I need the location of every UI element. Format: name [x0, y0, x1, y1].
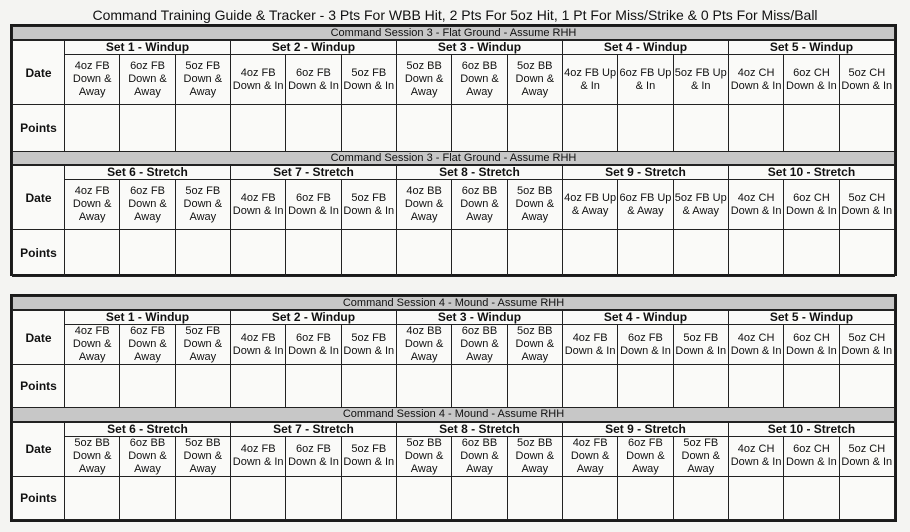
- session-banner: Command Session 3 - Flat Ground - Assume RHH: [13, 27, 895, 41]
- pitch-cell: 6oz FB Down & Away: [120, 180, 175, 230]
- points-entry-cell[interactable]: [507, 476, 562, 519]
- pitch-cell: 6oz FB Down & In: [618, 325, 673, 365]
- pitch-cell: 4oz CH Down & In: [728, 325, 783, 365]
- pitch-cell: 4oz FB Down & Away: [65, 55, 120, 105]
- pitch-cell: 5oz FB Up & Away: [673, 180, 728, 230]
- points-entry-cell[interactable]: [839, 230, 894, 277]
- points-entry-cell[interactable]: [396, 365, 451, 408]
- points-entry-cell[interactable]: [286, 230, 341, 277]
- set-header: Set 5 - Windup: [728, 40, 894, 55]
- points-entry-cell[interactable]: [618, 365, 673, 408]
- set-header: Set 10 - Stretch: [728, 165, 894, 180]
- pitch-cell: 4oz FB Down & In: [562, 325, 617, 365]
- set-header: Set 1 - Windup: [65, 40, 231, 55]
- set-header: Set 2 - Windup: [230, 310, 396, 325]
- points-entry-cell[interactable]: [562, 365, 617, 408]
- pitch-cell: 4oz FB Down & In: [230, 180, 285, 230]
- points-entry-cell[interactable]: [452, 105, 507, 152]
- pitch-cell: 4oz FB Down & Away: [65, 180, 120, 230]
- points-entry-cell[interactable]: [230, 230, 285, 277]
- points-entry-cell[interactable]: [452, 365, 507, 408]
- session-4-panel: [10, 294, 897, 522]
- pitch-cell: 5oz CH Down & In: [839, 325, 894, 365]
- pitch-cell: 4oz BB Down & Away: [396, 180, 451, 230]
- points-entry-cell[interactable]: [562, 230, 617, 277]
- points-entry-cell[interactable]: [396, 105, 451, 152]
- pitch-cell: 5oz BB Down & Away: [396, 436, 451, 476]
- pitch-cell: 6oz BB Down & Away: [452, 180, 507, 230]
- pitch-cell: 4oz BB Down & Away: [396, 325, 451, 365]
- set-header: Set 4 - Windup: [562, 40, 728, 55]
- points-entry-cell[interactable]: [562, 105, 617, 152]
- pitch-cell: 4oz CH Down & In: [728, 180, 783, 230]
- points-entry-cell[interactable]: [728, 476, 783, 519]
- points-entry-cell[interactable]: [673, 476, 728, 519]
- pitch-cell: 6oz FB Down & In: [286, 180, 341, 230]
- pitch-cell: 5oz CH Down & In: [839, 436, 894, 476]
- set-header: Set 9 - Stretch: [562, 165, 728, 180]
- pitch-cell: 4oz CH Down & In: [728, 55, 783, 105]
- points-entry-cell[interactable]: [618, 105, 673, 152]
- pitch-cell: 5oz FB Down & Away: [175, 180, 230, 230]
- pitch-cell: 6oz FB Down & Away: [120, 55, 175, 105]
- set-header: Set 6 - Stretch: [65, 165, 231, 180]
- pitch-cell: 4oz FB Down & Away: [65, 325, 120, 365]
- points-entry-cell[interactable]: [175, 365, 230, 408]
- points-entry-cell[interactable]: [65, 105, 120, 152]
- points-entry-cell[interactable]: [120, 105, 175, 152]
- set-header: Set 9 - Stretch: [562, 422, 728, 437]
- points-entry-cell[interactable]: [618, 476, 673, 519]
- pitch-cell: 5oz FB Down & In: [341, 325, 396, 365]
- points-entry-cell[interactable]: [286, 476, 341, 519]
- points-entry-cell[interactable]: [728, 230, 783, 277]
- pitch-cell: 6oz FB Down & In: [286, 436, 341, 476]
- points-row-label: Points: [13, 365, 65, 408]
- pitch-cell: 5oz FB Up & In: [673, 55, 728, 105]
- points-entry-cell[interactable]: [673, 230, 728, 277]
- set-header: Set 7 - Stretch: [230, 165, 396, 180]
- page-title: Command Training Guide & Tracker - 3 Pts For WBB Hit, 2 Pts For 5oz Hit, 1 Pt For Miss/Strike & 0 Pts For Miss/Ball: [92, 7, 818, 23]
- points-entry-cell[interactable]: [507, 230, 562, 277]
- date-row-label: Date: [13, 422, 65, 477]
- points-entry-cell[interactable]: [120, 230, 175, 277]
- pitch-cell: 4oz FB Up & In: [562, 55, 617, 105]
- session-banner: Command Session 4 - Mound - Assume RHH: [13, 408, 895, 422]
- pitch-cell: 5oz BB Down & Away: [507, 325, 562, 365]
- points-entry-cell[interactable]: [839, 105, 894, 152]
- points-entry-cell[interactable]: [120, 365, 175, 408]
- points-entry-cell[interactable]: [728, 365, 783, 408]
- pitch-cell: 5oz FB Down & Away: [175, 325, 230, 365]
- points-entry-cell[interactable]: [65, 476, 120, 519]
- points-entry-cell[interactable]: [452, 230, 507, 277]
- pitch-cell: 5oz CH Down & In: [839, 55, 894, 105]
- points-entry-cell[interactable]: [286, 365, 341, 408]
- session-banner: Command Session 4 - Mound - Assume RHH: [13, 297, 895, 311]
- points-entry-cell[interactable]: [618, 230, 673, 277]
- session-banner: Command Session 3 - Flat Ground - Assume RHH: [13, 152, 895, 166]
- pitch-cell: 6oz CH Down & In: [784, 325, 839, 365]
- set-header: Set 3 - Windup: [396, 310, 562, 325]
- pitch-cell: 5oz BB Down & Away: [396, 55, 451, 105]
- points-entry-cell[interactable]: [286, 105, 341, 152]
- set-header: Set 5 - Windup: [728, 310, 894, 325]
- pitch-cell: 5oz FB Down & In: [341, 436, 396, 476]
- pitch-cell: 6oz FB Down & Away: [618, 436, 673, 476]
- points-entry-cell[interactable]: [175, 105, 230, 152]
- points-entry-cell[interactable]: [784, 476, 839, 519]
- session-3-panel: [10, 24, 897, 276]
- pitch-cell: 6oz BB Down & Away: [120, 436, 175, 476]
- pitch-cell: 5oz FB Down & In: [673, 325, 728, 365]
- points-entry-cell[interactable]: [230, 105, 285, 152]
- points-entry-cell[interactable]: [562, 476, 617, 519]
- points-entry-cell[interactable]: [784, 365, 839, 408]
- set-header: Set 1 - Windup: [65, 310, 231, 325]
- pitch-cell: 6oz CH Down & In: [784, 436, 839, 476]
- pitch-cell: 6oz FB Down & In: [286, 55, 341, 105]
- points-entry-cell[interactable]: [673, 365, 728, 408]
- points-entry-cell[interactable]: [230, 476, 285, 519]
- set-header: Set 8 - Stretch: [396, 422, 562, 437]
- pitch-cell: 6oz CH Down & In: [784, 55, 839, 105]
- points-entry-cell[interactable]: [673, 105, 728, 152]
- set-header: Set 8 - Stretch: [396, 165, 562, 180]
- points-entry-cell[interactable]: [341, 365, 396, 408]
- points-entry-cell[interactable]: [341, 476, 396, 519]
- pitch-cell: 5oz FB Down & In: [341, 180, 396, 230]
- set-header: Set 6 - Stretch: [65, 422, 231, 437]
- set-header: Set 2 - Windup: [230, 40, 396, 55]
- points-entry-cell[interactable]: [728, 105, 783, 152]
- points-entry-cell[interactable]: [65, 230, 120, 277]
- pitch-cell: 5oz BB Down & Away: [507, 436, 562, 476]
- pitch-cell: 4oz FB Up & Away: [562, 180, 617, 230]
- points-row-label: Points: [13, 105, 65, 152]
- points-entry-cell[interactable]: [839, 476, 894, 519]
- points-entry-cell[interactable]: [784, 105, 839, 152]
- tracker-table: [12, 296, 895, 520]
- points-entry-cell[interactable]: [396, 476, 451, 519]
- points-entry-cell[interactable]: [784, 230, 839, 277]
- pitch-cell: 5oz BB Down & Away: [175, 436, 230, 476]
- points-entry-cell[interactable]: [230, 365, 285, 408]
- pitch-cell: 6oz FB Up & Away: [618, 180, 673, 230]
- points-entry-cell[interactable]: [839, 365, 894, 408]
- points-row-label: Points: [13, 476, 65, 519]
- pitch-cell: 5oz BB Down & Away: [507, 55, 562, 105]
- pitch-cell: 4oz FB Down & In: [230, 325, 285, 365]
- points-entry-cell[interactable]: [507, 105, 562, 152]
- pitch-cell: 6oz FB Down & Away: [120, 325, 175, 365]
- pitch-cell: 5oz FB Down & In: [341, 55, 396, 105]
- pitch-cell: 6oz FB Up & In: [618, 55, 673, 105]
- set-header: Set 4 - Windup: [562, 310, 728, 325]
- pitch-cell: 6oz FB Down & In: [286, 325, 341, 365]
- points-row-label: Points: [13, 230, 65, 277]
- pitch-cell: 6oz BB Down & Away: [452, 436, 507, 476]
- pitch-cell: 4oz CH Down & In: [728, 436, 783, 476]
- tracker-table: [12, 26, 895, 277]
- pitch-cell: 4oz FB Down & In: [230, 436, 285, 476]
- set-header: Set 3 - Windup: [396, 40, 562, 55]
- points-entry-cell[interactable]: [341, 105, 396, 152]
- date-row-label: Date: [13, 40, 65, 105]
- points-entry-cell[interactable]: [396, 230, 451, 277]
- points-entry-cell[interactable]: [65, 365, 120, 408]
- points-entry-cell[interactable]: [120, 476, 175, 519]
- set-header: Set 7 - Stretch: [230, 422, 396, 437]
- pitch-cell: 4oz FB Down & Away: [562, 436, 617, 476]
- pitch-cell: 5oz CH Down & In: [839, 180, 894, 230]
- pitch-cell: 4oz FB Down & In: [230, 55, 285, 105]
- pitch-cell: 5oz BB Down & Away: [507, 180, 562, 230]
- date-row-label: Date: [13, 310, 65, 365]
- pitch-cell: 6oz BB Down & Away: [452, 325, 507, 365]
- points-entry-cell[interactable]: [341, 230, 396, 277]
- date-row-label: Date: [13, 165, 65, 230]
- pitch-cell: 6oz BB Down & Away: [452, 55, 507, 105]
- pitch-cell: 5oz BB Down & Away: [65, 436, 120, 476]
- pitch-cell: 5oz FB Down & Away: [175, 55, 230, 105]
- points-entry-cell[interactable]: [452, 476, 507, 519]
- set-header: Set 10 - Stretch: [728, 422, 894, 437]
- pitch-cell: 6oz CH Down & In: [784, 180, 839, 230]
- pitch-cell: 5oz FB Down & Away: [673, 436, 728, 476]
- points-entry-cell[interactable]: [175, 476, 230, 519]
- points-entry-cell[interactable]: [507, 365, 562, 408]
- points-entry-cell[interactable]: [175, 230, 230, 277]
